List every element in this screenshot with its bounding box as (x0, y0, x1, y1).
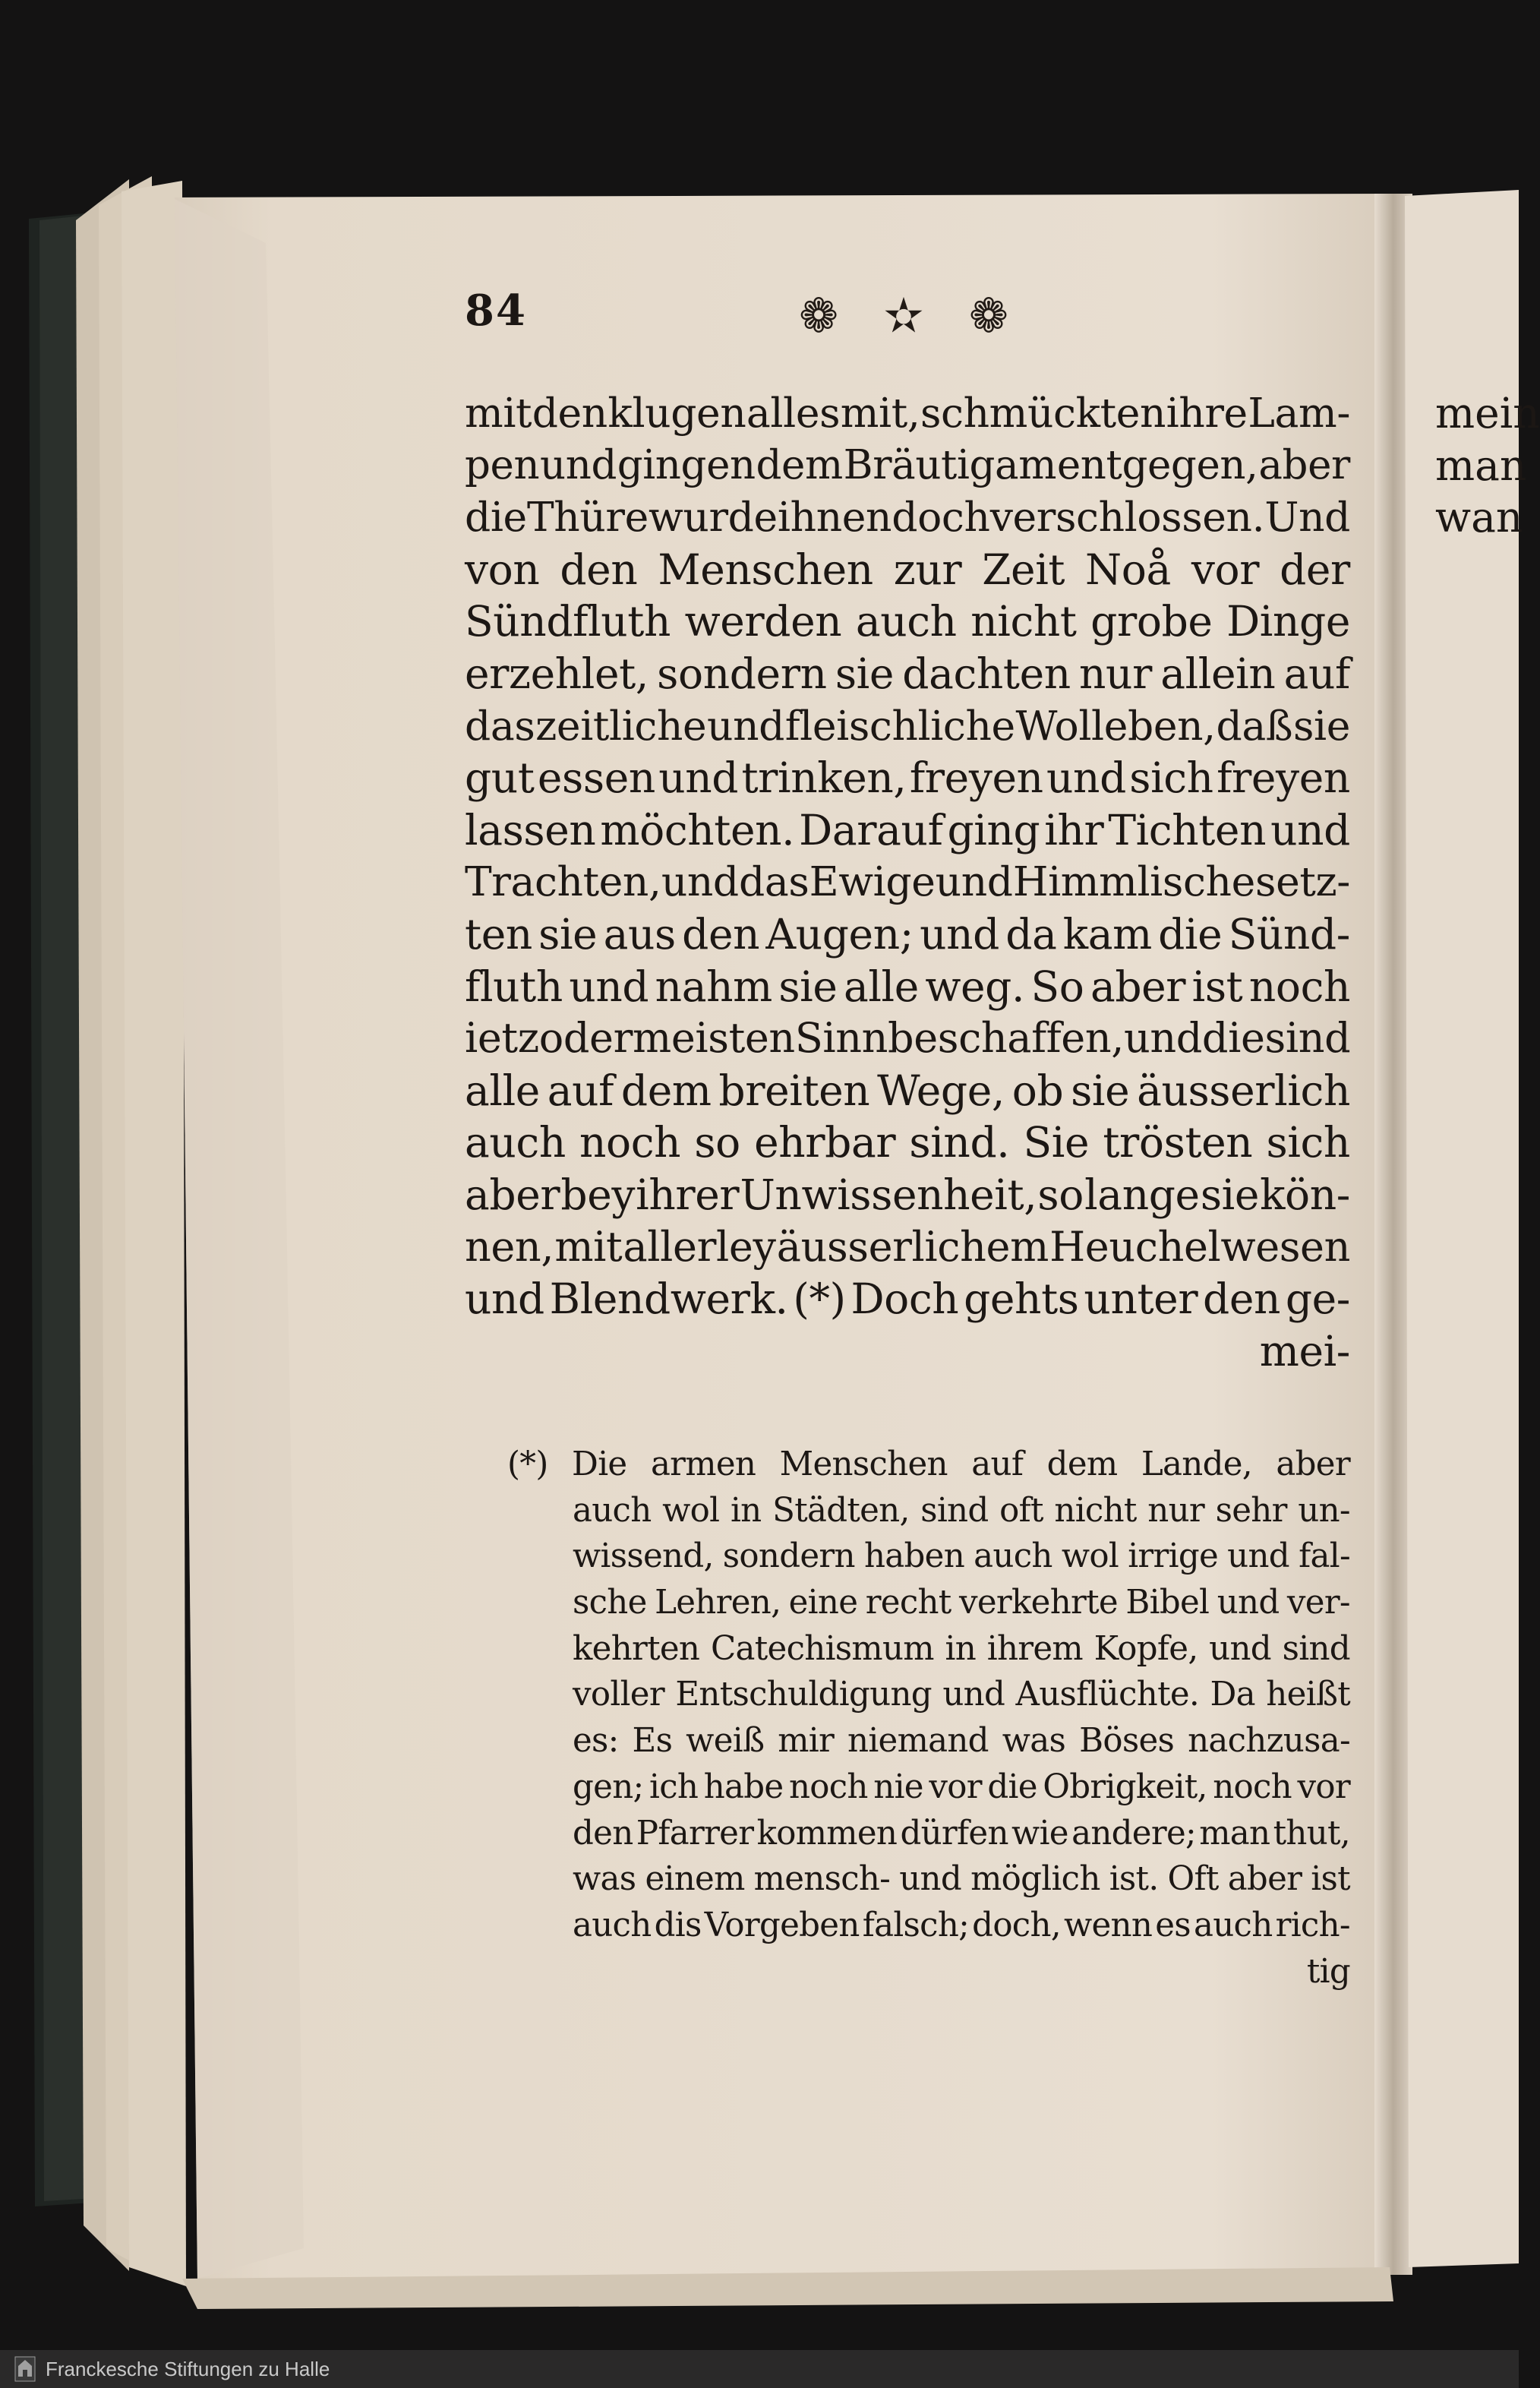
word: Lam- (1248, 389, 1350, 437)
word: vor (929, 1767, 982, 1806)
word: bey (560, 1170, 636, 1219)
word: ten (465, 909, 532, 959)
word: Noå (1085, 545, 1171, 594)
word: sie (1292, 701, 1350, 750)
text-line (465, 961, 1350, 1013)
institution-credit: Franckesche Stiftungen zu Halle (46, 2358, 330, 2380)
word: nur (1147, 1491, 1205, 1530)
word: die (1158, 909, 1223, 959)
word: und (920, 909, 999, 959)
word: nie (873, 1767, 923, 1806)
word: breiten (718, 1066, 870, 1115)
word: doch (891, 493, 990, 542)
rosette-ornament-right: ❁ (968, 287, 1008, 343)
word: wenn (1063, 1906, 1153, 1944)
word: wissend, (573, 1537, 714, 1576)
word: Himmlische (1012, 858, 1255, 906)
word: Wege, (877, 1066, 1005, 1115)
word: eine (788, 1584, 858, 1622)
text-line (465, 1273, 1350, 1325)
word: Ausflüchte. (1015, 1676, 1200, 1714)
word: auch (465, 1118, 566, 1167)
word: mit (465, 389, 532, 437)
word: der (1280, 545, 1350, 594)
word: weg. (925, 962, 1025, 1011)
word: sondern (657, 649, 827, 698)
word: gingen (617, 441, 756, 488)
text-line (465, 1065, 1350, 1117)
word: und (1123, 1014, 1202, 1063)
word: daß (1216, 701, 1293, 750)
footnote-block (507, 1442, 1350, 1995)
word: noch (1213, 1767, 1292, 1806)
word: Wolleben, (1015, 701, 1216, 750)
word: freyen (1217, 753, 1350, 803)
word: und (539, 441, 617, 488)
footnote-line (573, 1811, 1350, 1857)
word: lassen (465, 805, 596, 854)
word: einem (645, 1860, 745, 1899)
star-ornament: ✫ (884, 287, 923, 343)
word: Sie (1023, 1118, 1090, 1167)
word: auch (974, 1537, 1052, 1576)
word: Catechismum (710, 1629, 934, 1668)
word: möchten. (600, 805, 795, 854)
word: fleischliche (784, 701, 1015, 750)
word: wie (1011, 1814, 1068, 1853)
word: und (658, 753, 739, 803)
word: weiß (686, 1722, 765, 1761)
word: sie (778, 962, 838, 1011)
word: Zeit (982, 545, 1065, 594)
word: was (1002, 1722, 1066, 1761)
word: sehr (1215, 1491, 1287, 1530)
footnote-line (573, 1534, 1350, 1580)
word: sind (920, 1491, 989, 1530)
word: aber (465, 1170, 560, 1219)
word: erzehlet, (465, 649, 649, 698)
word: trinken, (741, 753, 907, 803)
word: und (942, 1676, 1005, 1714)
word: auch (573, 1491, 652, 1530)
word: Städten, (772, 1491, 910, 1530)
word: So (1030, 962, 1084, 1011)
word: sondern (722, 1537, 855, 1576)
word: ist (1311, 1860, 1350, 1899)
word: Obrigkeit, (1043, 1767, 1207, 1806)
word: alle (465, 1066, 540, 1115)
word: verschlossen. (989, 493, 1265, 542)
word: das (465, 701, 535, 750)
word: alle (843, 962, 919, 1011)
word: zeitliche (535, 701, 707, 750)
word: auch (855, 597, 957, 646)
word: Blendwerk. (549, 1275, 788, 1324)
word: kön- (1260, 1170, 1350, 1219)
word: und (1209, 1629, 1271, 1668)
word: noch (1248, 962, 1350, 1011)
word: dürfen (900, 1814, 1008, 1853)
word: ich (649, 1767, 699, 1806)
word: den (573, 1814, 633, 1853)
word: es: (573, 1722, 619, 1761)
text-line (465, 908, 1350, 961)
word: sind (1264, 1014, 1351, 1063)
word: voller (573, 1676, 664, 1714)
word: ihr (1044, 805, 1104, 854)
word: wurde (649, 493, 778, 542)
word: und (465, 1275, 544, 1324)
page-number: 84 (465, 286, 527, 336)
text-line (465, 1117, 1350, 1169)
word: ge- (1285, 1275, 1350, 1324)
word: und (661, 858, 739, 906)
word: andere; (1071, 1814, 1196, 1853)
word: Entschuldigung (675, 1676, 932, 1714)
word: Oft (1167, 1860, 1219, 1899)
word: Menschen (779, 1445, 948, 1483)
word: Heuchelwesen (1049, 1222, 1350, 1271)
word: mit (554, 1222, 623, 1271)
page-header-ornament (767, 281, 1040, 349)
word: äusserlichem (776, 1222, 1049, 1271)
word: Thüre (527, 493, 649, 542)
word: auf (547, 1066, 614, 1115)
footnote-line (573, 1580, 1350, 1626)
word: essen (537, 753, 655, 803)
word: und (1217, 1584, 1280, 1622)
text-line (465, 1012, 1350, 1065)
word: freyen (909, 753, 1043, 803)
word: die (1201, 1014, 1265, 1063)
word: lange (1084, 1170, 1200, 1219)
word: oft (999, 1491, 1043, 1530)
word: mir (778, 1722, 835, 1761)
word: pen (465, 441, 540, 488)
word: gen; (573, 1767, 644, 1806)
word: dem (1046, 1445, 1118, 1483)
word: dem (620, 1066, 712, 1115)
footnote-line (573, 1488, 1350, 1534)
word: Sünd- (1228, 909, 1350, 959)
word: und (707, 701, 785, 750)
word: vor (1297, 1767, 1350, 1806)
word: Lehren, (655, 1584, 781, 1622)
word: von (465, 545, 540, 594)
text-line (465, 440, 1350, 492)
footnote-line (573, 1903, 1350, 1949)
word: nur (1079, 649, 1152, 698)
word: fal- (1299, 1537, 1350, 1576)
word: Dinge (1226, 597, 1350, 646)
footnote-line (573, 1764, 1350, 1811)
word: und (899, 1860, 962, 1899)
word: vor (1191, 545, 1260, 594)
word: niemand (847, 1722, 989, 1761)
word: verkehrte (959, 1584, 1118, 1622)
word: mensch- (753, 1860, 891, 1899)
word: in (945, 1629, 977, 1668)
word: Es (632, 1722, 673, 1761)
word: sich (1266, 1118, 1350, 1167)
word: was (573, 1860, 636, 1899)
word: alles (746, 389, 841, 437)
word: und (1227, 1537, 1289, 1576)
text-line (465, 752, 1350, 804)
word: wol (1061, 1537, 1119, 1576)
word: in (730, 1491, 762, 1530)
word: nachzusa- (1188, 1722, 1350, 1761)
word: dis (654, 1906, 702, 1944)
word: schmückten (920, 389, 1166, 437)
word: auf (971, 1445, 1024, 1483)
word: Kopfe, (1093, 1629, 1198, 1668)
word: sind (1282, 1629, 1350, 1668)
footnote-line (507, 1442, 1350, 1488)
word: ihre (1166, 389, 1248, 437)
word: Menschen (658, 545, 873, 594)
word: ehrbar (754, 1118, 896, 1167)
word: Bibel (1125, 1584, 1210, 1622)
word: doch, (972, 1906, 1061, 1944)
word: aber (1258, 441, 1350, 488)
word: nicht (970, 597, 1077, 646)
word: auch (573, 1906, 652, 1944)
word: grobe (1090, 597, 1213, 646)
word: Darauf (799, 805, 943, 854)
word: sie (1200, 1170, 1259, 1219)
word: ihnen (777, 493, 892, 542)
word: nicht (1054, 1491, 1137, 1530)
word: ietzo (465, 1014, 563, 1063)
word: Und (1264, 493, 1350, 542)
facing-page-line: mein (1435, 389, 1540, 437)
viewer-footer-bar (0, 2350, 1519, 2388)
catchword: mei- (1259, 1326, 1350, 1376)
institution-logo-icon (14, 2355, 36, 2383)
word: trösten (1103, 1118, 1253, 1167)
word: allein (1160, 649, 1276, 698)
word: und (935, 858, 1013, 906)
word: Die (572, 1445, 627, 1483)
word: die (465, 493, 527, 542)
word: noch (788, 1767, 868, 1806)
text-line (465, 491, 1350, 544)
rosette-ornament-left: ❁ (799, 287, 839, 343)
word: Sündfluth (465, 597, 671, 646)
word: aber (1090, 962, 1186, 1011)
word: dem (756, 441, 843, 488)
word: noch (579, 1118, 681, 1167)
word: äusserlich (1137, 1066, 1350, 1115)
word: gut (465, 753, 535, 803)
footnote-catchword: tig (1306, 1952, 1350, 1991)
word: ihrer (636, 1170, 740, 1219)
word: ging (947, 805, 1040, 854)
word: entgegen, (1056, 441, 1258, 488)
footnote-line (573, 1856, 1350, 1903)
word: haben (863, 1537, 965, 1576)
text-line (465, 387, 1350, 440)
word: auch (1194, 1906, 1273, 1944)
footnote-line (573, 1672, 1350, 1718)
word: kommen (756, 1814, 898, 1853)
text-line (465, 856, 1350, 908)
word: und (569, 962, 649, 1011)
word: den (1203, 1275, 1281, 1324)
word: man (1199, 1814, 1270, 1853)
word: falsch; (862, 1906, 970, 1944)
word: so (694, 1118, 740, 1167)
word: auf (1283, 649, 1350, 698)
facing-page-fragments (1435, 387, 1540, 544)
word: wol (662, 1491, 720, 1530)
word: recht (865, 1584, 951, 1622)
word: aus (603, 909, 676, 959)
word: armen (650, 1445, 756, 1483)
word: unter (1084, 1275, 1198, 1324)
word: beschaffen, (888, 1014, 1124, 1063)
word: ist. (1109, 1860, 1159, 1899)
word: sie (538, 909, 598, 959)
word: irrige (1128, 1537, 1219, 1576)
word: un- (1298, 1491, 1350, 1530)
word: ihrem (986, 1629, 1083, 1668)
word: ob (1011, 1066, 1064, 1115)
word: kehrten (573, 1629, 700, 1668)
word: Tichten (1108, 805, 1267, 854)
text-line (465, 648, 1350, 700)
word: kam (1062, 909, 1152, 959)
main-text-block (465, 387, 1350, 1377)
text-line (465, 700, 1350, 753)
word: Trachten, (465, 858, 661, 906)
word: Doch (850, 1275, 959, 1324)
word: meisten (633, 1014, 795, 1063)
word: nen, (465, 1222, 554, 1271)
word: mit, (840, 389, 920, 437)
word: aber (1276, 1445, 1350, 1483)
word: ver- (1286, 1584, 1350, 1622)
footnote-line (573, 1626, 1350, 1673)
word: dachten (902, 649, 1071, 698)
text-line (465, 544, 1350, 596)
word: und (1046, 753, 1126, 803)
text-line (465, 1221, 1350, 1274)
word: fluth (465, 962, 563, 1011)
word: da (1005, 909, 1057, 959)
word: (*) (507, 1445, 548, 1483)
word: der (563, 1014, 633, 1063)
word: Böses (1079, 1722, 1175, 1761)
word: nahm (655, 962, 772, 1011)
footnote-line (573, 1718, 1350, 1764)
text-line (465, 804, 1350, 857)
word: rich- (1275, 1906, 1350, 1944)
word: werden (684, 597, 842, 646)
word: zur (893, 545, 962, 594)
word: ist (1191, 962, 1243, 1011)
word: sich (1129, 753, 1213, 803)
word: Bräutigam (843, 441, 1057, 488)
word: es (1155, 1906, 1191, 1944)
text-line (465, 1169, 1350, 1221)
word: den (682, 909, 760, 959)
word: thut, (1273, 1814, 1350, 1853)
word: Sinn (794, 1014, 888, 1063)
word: Vorgeben (704, 1906, 860, 1944)
word: sind. (909, 1118, 1010, 1167)
word: (*) (793, 1275, 846, 1324)
word: Ewige (809, 858, 936, 906)
word: sie (835, 649, 895, 698)
word: Lande, (1141, 1445, 1252, 1483)
word: Da (1210, 1676, 1255, 1714)
word: Augen; (765, 909, 914, 959)
facing-page-line: wan (1435, 493, 1523, 542)
word: so (1037, 1170, 1084, 1219)
word: habe (703, 1767, 784, 1806)
facing-page-line: man (1435, 441, 1527, 490)
word: sie (1071, 1066, 1130, 1115)
word: heißt (1266, 1676, 1350, 1714)
word: die (987, 1767, 1037, 1806)
word: klugen (607, 389, 746, 437)
word: den (560, 545, 638, 594)
word: allerley (623, 1222, 776, 1271)
word: und (1270, 805, 1350, 854)
word: setz- (1255, 858, 1350, 906)
word: den (532, 389, 607, 437)
word: gehts (964, 1275, 1079, 1324)
word: Unwissenheit, (740, 1170, 1037, 1219)
word: Pfarrer (636, 1814, 754, 1853)
word: das (738, 858, 809, 906)
word: möglich (970, 1860, 1100, 1899)
word: aber (1227, 1860, 1302, 1899)
word: sche (573, 1584, 647, 1622)
text-line (465, 595, 1350, 648)
